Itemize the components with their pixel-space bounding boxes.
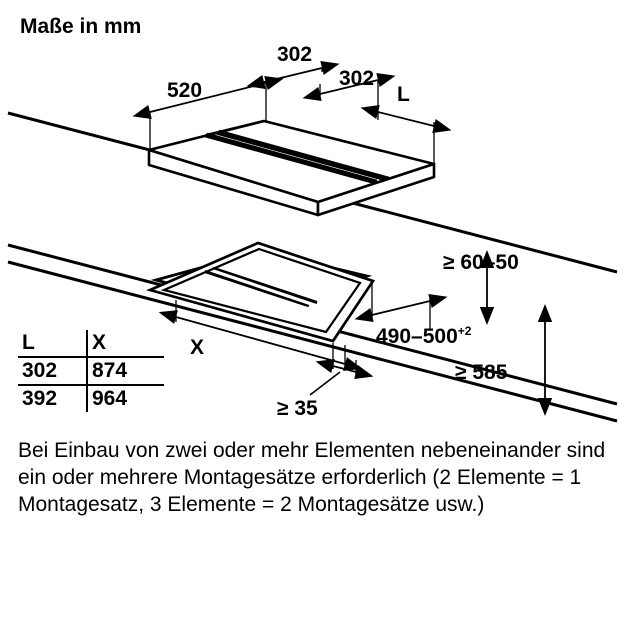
cooktop-exploded-view xyxy=(149,116,440,215)
label-302-a: 302 xyxy=(277,43,313,66)
leader-35 xyxy=(310,372,340,395)
label-302-b: 302 xyxy=(339,67,375,90)
dim-490-500 xyxy=(372,281,430,330)
dim-302-a xyxy=(264,68,322,82)
table-cell-L-1: 302 xyxy=(18,357,87,385)
label-gap-60-50: ≥ 60–50 xyxy=(443,251,519,274)
label-35: ≥ 35 xyxy=(277,397,318,420)
table-cell-X-1: 874 xyxy=(87,357,164,385)
dimension-table xyxy=(18,330,164,412)
table-header-X: X xyxy=(87,330,164,357)
table-row xyxy=(18,357,164,385)
label-490-500-value: 490–500 xyxy=(376,325,458,348)
label-L-top: L xyxy=(397,83,410,106)
label-585: ≥ 585 xyxy=(455,361,508,384)
installation-note: Bei Einbau von zwei oder mehr Elementen nebeneinander sind ein oder mehrere Montagesätze erforderlich (2 Elemente = 1 Montagesatz, 3 Elemente = 2 Montagesätze usw.) xyxy=(18,439,606,516)
label-520: 520 xyxy=(167,79,203,102)
label-X-dim: X xyxy=(190,336,205,359)
table-header-L: L xyxy=(18,330,87,357)
table-header-row xyxy=(18,330,164,357)
table-row xyxy=(18,385,164,412)
label-490-500-sup: +2 xyxy=(457,324,472,338)
page-title: Maße in mm xyxy=(20,15,142,38)
label-490-500 xyxy=(376,325,471,348)
table-cell-X-2: 964 xyxy=(92,387,128,410)
cooktop-installed xyxy=(150,243,373,341)
table-cell-L-2: 392 xyxy=(18,385,87,412)
